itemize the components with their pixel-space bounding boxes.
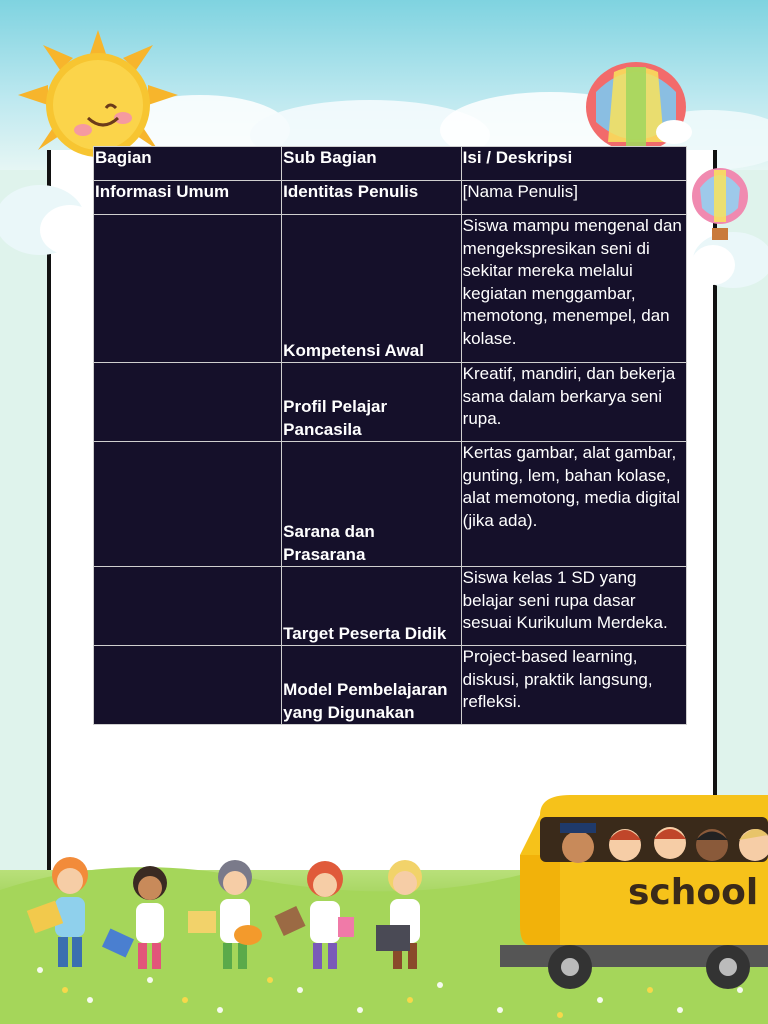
table-cell: Siswa kelas 1 SD yang belajar seni rupa dasar sesuai Kurikulum Merdeka. xyxy=(461,567,686,646)
table-row xyxy=(94,646,687,725)
table-cell: Kreatif, mandiri, dan bekerja sama dalam berkarya seni rupa. xyxy=(461,363,686,442)
table-row xyxy=(94,215,687,363)
table-cell: Profil Pelajar Pancasila xyxy=(282,363,461,442)
table-row xyxy=(94,363,687,442)
table-header-row xyxy=(94,147,687,181)
table-cell: Sarana dan Prasarana xyxy=(282,442,461,567)
table-row xyxy=(94,442,687,567)
table-row xyxy=(94,567,687,646)
table-cell: [Nama Penulis] xyxy=(461,181,686,215)
table-cell: Project-based learning, diskusi, praktik langsung, refleksi. xyxy=(461,646,686,725)
table-cell: Kertas gambar, alat gambar, gunting, lem, bahan kolase, alat memotong, media digital (jika ada). xyxy=(461,442,686,567)
column-header: Sub Bagian xyxy=(282,147,461,181)
table-cell xyxy=(94,363,282,442)
table-cell: Siswa mampu mengenal dan mengekspresikan seni di sekitar mereka melalui kegiatan menggambar, memotong, menempel, dan kolase. xyxy=(461,215,686,363)
table-cell xyxy=(94,567,282,646)
table-cell: Target Peserta Didik xyxy=(282,567,461,646)
table-cell: Identitas Penulis xyxy=(282,181,461,215)
column-header: Isi / Deskripsi xyxy=(461,147,686,181)
bus-label: school xyxy=(628,872,759,913)
table-cell xyxy=(94,442,282,567)
column-header: Bagian xyxy=(94,147,282,181)
table-cell: Informasi Umum xyxy=(94,181,282,215)
table-cell: Kompetensi Awal xyxy=(282,215,461,363)
cloud-icon xyxy=(0,170,95,260)
children-walking-icon xyxy=(10,855,440,980)
table-cell xyxy=(94,646,282,725)
hot-air-balloon-icon xyxy=(690,168,752,243)
table-cell xyxy=(94,215,282,363)
lesson-info-table xyxy=(93,146,687,725)
hot-air-balloon-icon xyxy=(584,62,694,157)
table-row xyxy=(94,181,687,215)
sun-icon xyxy=(8,30,188,165)
table-cell: Model Pembelajaran yang Digunakan xyxy=(282,646,461,725)
